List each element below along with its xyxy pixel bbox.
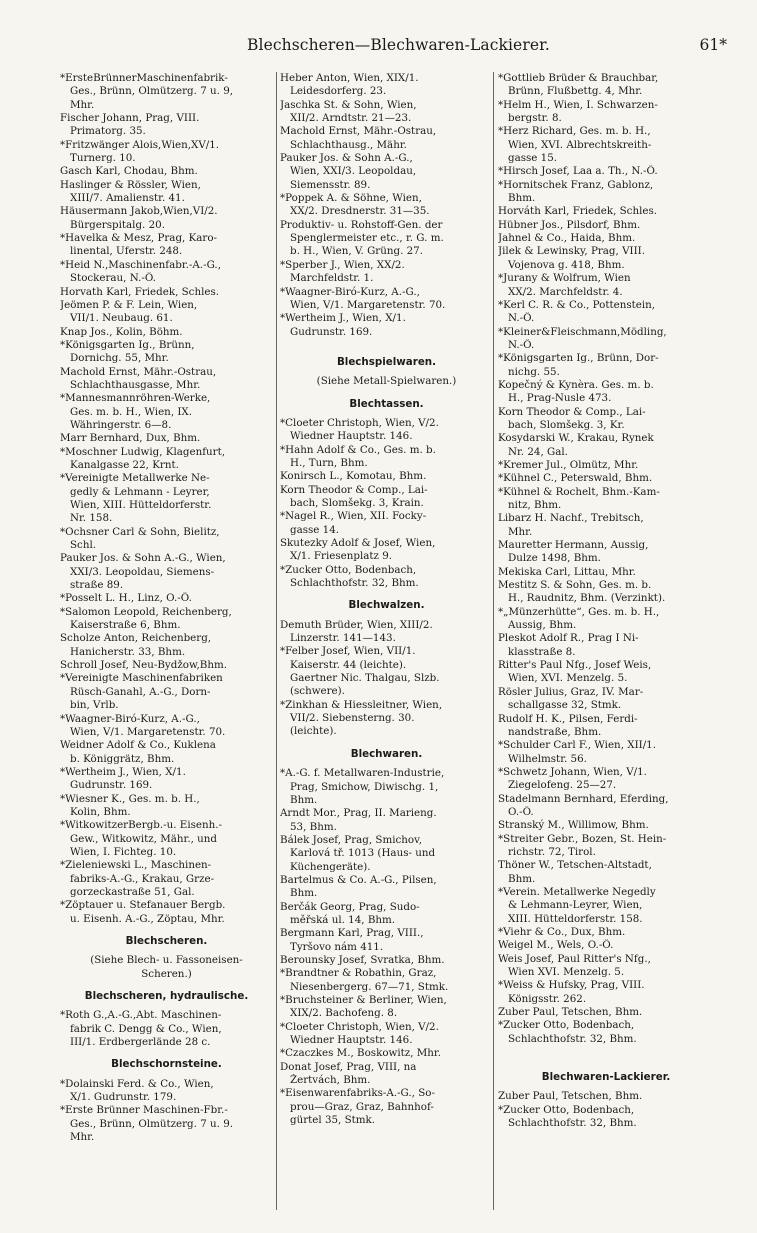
entry-continuation: u. Eisenh. A.-G., Zöptau, Mhr. — [70, 912, 225, 925]
directory-entry: Stadelmann Bernhard, Eferding, — [498, 792, 669, 805]
entry-continuation: O.-Ö. — [508, 805, 534, 818]
directory-entry: Mekiska Carl, Littau, Mhr. — [498, 565, 636, 578]
directory-entry: Fischer Johann, Prag, VIII. — [60, 112, 200, 125]
directory-entry: *Kleiner&Fleischmann,Mödling, — [498, 325, 667, 338]
directory-entry: Korn Theodor & Comp., Lai- — [498, 405, 646, 418]
entry-continuation: Schlachthofstr. 32, Bhm. — [290, 577, 419, 590]
section-heading: Blechwalzen. — [348, 599, 425, 612]
directory-entry: Ritter's Paul Nfg., Josef Weis, — [498, 659, 652, 672]
directory-entry: *Zucker Otto, Bodenbach, — [498, 1019, 635, 1032]
directory-entry: *Vereinigte Maschinenfabriken — [60, 672, 223, 685]
entry-continuation: Wien, XXI/3. Leopoldau, — [290, 165, 417, 178]
directory-entry: Produktiv- u. Rohstoff-Gen. der — [280, 218, 443, 231]
entry-continuation: Siemensstr. 89. — [290, 178, 371, 191]
directory-entry: Weigel M., Wels, O.-Ö. — [498, 939, 614, 952]
entry-continuation: Kaiserstr. 44 (leichte). — [290, 658, 407, 671]
directory-entry: *Wertheim J., Wien, X/1. — [60, 765, 186, 778]
directory-entry: *Schulder Carl F., Wien, XII/1. — [498, 739, 656, 752]
directory-entry: *Wertheim J., Wien, X/1. — [280, 312, 406, 325]
directory-entry: *Gottlieb Brüder & Brauchbar, — [498, 72, 659, 84]
entry-continuation: Wien, I. Fichteg. 10. — [70, 845, 177, 858]
page-number: 61* — [699, 36, 727, 54]
entry-continuation: bach, Slomšekg. 3, Krain. — [290, 496, 424, 509]
entry-continuation: gedly & Lehmann - Leyrer, — [70, 485, 210, 498]
cross-reference: (Siehe Metall-Spielwaren.) — [316, 375, 457, 388]
entry-continuation: gorzeckastraße 51, Gal. — [70, 885, 195, 898]
directory-entry: Häusermann Jakob,Wien,VI/2. — [60, 205, 218, 218]
directory-entry: Kosydarski W., Krakau, Rynek — [498, 432, 654, 445]
directory-entry: *Zucker Otto, Bodenbach, — [280, 563, 417, 576]
directory-entry: Korn Theodor & Comp., Lai- — [280, 483, 428, 496]
entry-continuation: bergstr. 8. — [508, 112, 562, 125]
entry-continuation: H., Prag-Nusle 473. — [508, 392, 612, 405]
directory-entry: Schroll Josef, Neu-Bydžow,Bhm. — [60, 659, 228, 672]
entry-continuation: Ges., Brünn, Olmützerg. 7 u. 9, — [70, 85, 234, 98]
directory-entry: Scholze Anton, Reichenberg, — [60, 632, 212, 645]
entry-continuation: fabrik C. Dengg & Co., Wien, — [70, 1022, 222, 1035]
entry-continuation: H., Raudnitz, Bhm. (Verzinkt). — [508, 592, 666, 605]
directory-entry: Machold Ernst, Mähr.-Ostrau, — [280, 125, 437, 138]
entry-continuation: Bhm. — [290, 887, 318, 900]
directory-entry: Jahnel & Co., Haida, Bhm. — [498, 232, 636, 245]
directory-entry: *Havelka & Mesz, Prag, Karo- — [60, 232, 218, 245]
entry-continuation: Karlová tř. 1013 (Haus- und — [290, 847, 436, 860]
directory-entry: *Bruchsteiner & Berliner, Wien, — [280, 994, 447, 1006]
directory-entry: Libarz H. Nachf., Trebitsch, — [498, 512, 644, 525]
directory-entry: *Herz Richard, Ges. m. b. H., — [498, 125, 651, 138]
entry-continuation: XX/2. Marchfeldstr. 4. — [508, 285, 623, 298]
entry-continuation: Wien, V/1. Margaretenstr. 70. — [70, 725, 226, 738]
column-divider — [493, 72, 494, 1210]
directory-entry: *Kühnel C., Peterswald, Bhm. — [498, 472, 653, 485]
cross-reference: Scheren.) — [141, 967, 192, 980]
entry-continuation: Wien, XIII. Hütteldorferstr. — [70, 499, 212, 511]
entry-continuation: nitz, Bhm. — [508, 499, 562, 511]
entry-continuation: Brünn, Flußbettg. 4, Mhr. — [508, 85, 643, 98]
entry-continuation: Währingerstr. 6—8. — [70, 418, 172, 431]
directory-entry: Horváth Karl, Friedek, Schles. — [498, 205, 658, 218]
directory-entry: *Roth G.,A.-G.,Abt. Maschinen- — [60, 1009, 222, 1022]
entry-continuation: XX/2. Dresdnerstr. 31—35. — [290, 205, 430, 218]
directory-entry: Donat Josef, Prag, VIII, na — [280, 1060, 417, 1073]
entry-continuation: VII/2. Siebensterng. 30. — [290, 712, 415, 725]
entry-continuation: Dornichg. 55, Mhr. — [70, 352, 169, 365]
directory-entry: *Zieleniewski L., Maschinen- — [60, 859, 212, 872]
directory-entry: Arndt Mor., Prag, II. Marieng. — [280, 807, 437, 820]
directory-entry: Jeömen P. & F. Lein, Wien, — [60, 298, 198, 311]
entry-continuation: Bhm. — [290, 793, 318, 806]
directory-entry: Pauker Jos. & Sohn A.-G., — [280, 152, 413, 165]
entry-continuation: VII/1. Neubaug. 61. — [70, 312, 173, 325]
entry-continuation: gürtel 35, Stmk. — [290, 1114, 376, 1127]
entry-continuation: Wien, V/1. Margaretenstr. 70. — [290, 298, 446, 311]
entry-continuation: Žertvách, Bhm. — [290, 1074, 371, 1087]
entry-continuation: XIII. Hütteldorferstr. 158. — [508, 912, 643, 925]
column-divider — [276, 72, 277, 1210]
entry-continuation: & Lehmann-Leyrer, Wien, — [508, 899, 643, 912]
directory-entry: *Kühnel & Rochelt, Bhm.-Kam- — [498, 485, 660, 498]
directory-entry: *Viehr & Co., Dux, Bhm. — [498, 926, 626, 938]
entry-continuation: Dulze 1498, Bhm. — [508, 552, 601, 565]
entry-continuation: Wien XVI. Menzelg. 5. — [508, 966, 625, 979]
directory-entry: Berounsky Josef, Svratka, Bhm. — [280, 953, 445, 966]
entry-continuation: b. H., Wien, V. Grüng. 27. — [290, 245, 424, 258]
entry-continuation: 53, Bhm. — [290, 820, 337, 833]
entry-continuation: Mhr. — [508, 525, 533, 538]
entry-continuation: N.-Ö. — [508, 312, 535, 325]
directory-entry: *Posselt L. H., Linz, O.-Ö. — [60, 592, 192, 605]
entry-continuation: Tyršovo nám 411. — [290, 940, 384, 953]
column-1 — [60, 72, 273, 1144]
directory-entry: *Felber Josef, Wien, VII/1. — [280, 645, 416, 658]
directory-entry: *Kremer Jul., Olmütz, Mhr. — [498, 458, 639, 471]
directory-entry: Skutezky Adolf & Josef, Wien, — [280, 537, 436, 549]
entry-continuation: Nr. 158. — [70, 512, 113, 525]
directory-entry: *Vereinigte Metallwerke Ne- — [60, 472, 210, 485]
directory-entry: *Moschner Ludwig, Klagenfurt, — [60, 445, 226, 458]
directory-entry: *Mannesmannröhren-Werke, — [60, 392, 211, 405]
entry-continuation: Ziegelofeng. 25—27. — [508, 779, 617, 792]
directory-entry: *Czaczkes M., Boskowitz, Mhr. — [280, 1047, 441, 1060]
entry-continuation: Primatorg. 35. — [70, 125, 146, 138]
directory-entry: *Königsgarten Ig., Brünn, Dor- — [498, 352, 659, 365]
entry-continuation: měřská ul. 14, Bhm. — [290, 913, 396, 926]
cross-reference: (Siehe Blech- u. Fassoneisen- — [90, 954, 243, 967]
directory-entry: Machold Ernst, Mähr.-Ostrau, — [60, 365, 217, 378]
directory-entry: Jaschka St. & Sohn, Wien, — [280, 98, 417, 111]
entry-continuation: Wilhelmstr. 56. — [508, 752, 587, 765]
spacer — [280, 339, 493, 347]
directory-entry: Zuber Paul, Tetschen, Bhm. — [498, 1006, 643, 1019]
entry-continuation: Leidesdorferg. 23. — [290, 85, 387, 98]
entry-continuation: Bhm. — [508, 872, 536, 885]
entry-continuation: Schlachthofstr. 32, Bhm. — [508, 1117, 637, 1130]
directory-entry: *Nagel R., Wien, XII. Focky- — [280, 510, 427, 523]
entry-continuation: Wien, XVI. Albrechtskreith- — [508, 138, 652, 151]
entry-continuation: Rüsch-Ganahl, A.-G., Dorn- — [70, 685, 211, 698]
directory-entry: Heber Anton, Wien, XIX/1. — [280, 72, 419, 84]
entry-continuation: richstr. 72, Tirol. — [508, 845, 596, 858]
entry-continuation: Turnerg. 10. — [70, 152, 136, 165]
directory-entry: *Fritzwänger Alois,Wien,XV/1. — [60, 138, 220, 151]
entry-continuation: Prag, Smichow, Diwischg. 1, — [290, 780, 439, 793]
directory-entry: Mauretter Hermann, Aussig, — [498, 539, 649, 552]
entry-continuation: gasse 15. — [508, 152, 558, 165]
entry-continuation: (schwere). — [290, 685, 345, 698]
directory-entry: *ErsteBrünnerMaschinenfabrik- — [60, 72, 228, 84]
directory-entry: *Waagner-Biró-Kurz, A.-G., — [60, 712, 200, 725]
entry-continuation: Schlachthausgasse, Mhr. — [70, 378, 201, 391]
directory-entry: *Cloeter Christoph, Wien, V/2. — [280, 1020, 439, 1033]
entry-continuation: Schlachthofstr. 32, Bhm. — [508, 1032, 637, 1045]
column-3 — [498, 72, 714, 1130]
entry-continuation: Küchengeräte). — [290, 860, 371, 873]
directory-entry: *Cloeter Christoph, Wien, V/2. — [280, 416, 439, 429]
entry-continuation: Schl. — [70, 539, 97, 552]
entry-continuation: Gudrunstr. 169. — [70, 779, 153, 792]
entry-continuation: Linzerstr. 141—143. — [290, 632, 396, 645]
entry-continuation: XIX/2. Bachofeng. 8. — [290, 1007, 398, 1020]
entry-continuation: Königsstr. 262. — [508, 992, 587, 1005]
entry-continuation: Marchfeldstr. 1. — [290, 272, 374, 285]
directory-entry: Rudolf H. K., Pilsen, Ferdi- — [498, 712, 638, 725]
entry-continuation: Kaiserstraße 6, Bhm. — [70, 619, 181, 632]
entry-continuation: linental, Uferstr. 248. — [70, 245, 183, 258]
entry-continuation: Wiedner Hauptstr. 146. — [290, 430, 413, 443]
directory-entry: Stranský M., Willimow, Bhm. — [498, 819, 649, 832]
entry-continuation: X/1. Friesenplatz 9. — [290, 550, 393, 563]
directory-entry: *Schwetz Johann, Wien, V/1. — [498, 765, 647, 778]
entry-continuation: Kanalgasse 22, Krnt. — [70, 458, 179, 471]
directory-entry: Bartelmus & Co. A.-G., Pilsen, — [280, 873, 437, 886]
directory-entry: *WitkowitzerBergb.-u. Eisenh.- — [60, 819, 223, 832]
entry-continuation: Gudrunstr. 169. — [290, 325, 373, 338]
entry-continuation: Bhm. — [508, 192, 536, 205]
entry-continuation: III/1. Erdbergerlände 28 c. — [70, 1036, 211, 1049]
directory-entry: *Dolainski Ferd. & Co., Wien, — [60, 1077, 214, 1090]
directory-entry: Marr Bernhard, Dux, Bhm. — [60, 432, 201, 445]
directory-entry: *Erste Brünner Maschinen-Fbr.- — [60, 1104, 228, 1117]
directory-entry: Demuth Brüder, Wien, XIII/2. — [280, 618, 433, 631]
entry-continuation: klasstraße 8. — [508, 645, 576, 658]
directory-entry: Jilek & Lewinsky, Prag, VIII. — [498, 245, 645, 258]
entry-continuation: gasse 14. — [290, 523, 340, 536]
directory-entry: Zuber Paul, Tetschen, Bhm. — [498, 1090, 643, 1103]
spacer — [498, 1046, 714, 1054]
directory-entry: *Zöptauer u. Stefanauer Bergb. — [60, 899, 226, 912]
directory-entry: Weidner Adolf & Co., Kuklena — [60, 739, 216, 752]
section-heading: Blechschornsteine. — [111, 1058, 222, 1071]
entry-continuation: Aussig, Bhm. — [508, 619, 577, 632]
directory-entry: Bergmann Karl, Prag, VIII., — [280, 927, 424, 940]
entry-continuation: Niesenbergerg. 67—71, Stmk. — [290, 980, 449, 993]
entry-continuation: Ges. m. b. H., Wien, IX. — [70, 405, 193, 418]
directory-entry: Pleskot Adolf R., Prag I Ni- — [498, 632, 639, 645]
directory-entry: *Waagner-Biró-Kurz, A.-G., — [280, 285, 420, 298]
entry-continuation: nichg. 55. — [508, 365, 560, 378]
directory-entry: Knap Jos., Kolin, Böhm. — [60, 325, 183, 338]
entry-continuation: H., Turn, Bhm. — [290, 456, 368, 469]
entry-continuation: fabriks-A.-G., Krakau, Grze- — [70, 872, 215, 885]
directory-entry: *Wiesner K., Ges. m. b. H., — [60, 792, 200, 805]
directory-entry: Bálek Josef, Prag, Smichov, — [280, 833, 423, 846]
entry-continuation: Mhr. — [70, 98, 95, 111]
section-heading: Blechscheren, hydraulische. — [84, 990, 249, 1003]
entry-continuation: Wien, XVI. Menzelg. 5. — [508, 672, 628, 685]
directory-entry: *Kerl C. R. & Co., Pottenstein, — [498, 298, 656, 311]
entry-continuation: bach, Slomšekg. 3, Kr. — [508, 418, 625, 431]
entry-continuation: Gew., Witkowitz, Mähr., und — [70, 832, 217, 845]
directory-entry: *Salomon Leopold, Reichenberg, — [60, 605, 232, 618]
spacer — [498, 1054, 714, 1062]
directory-entry: Haslinger & Rössler, Wien, — [60, 178, 201, 191]
directory-entry: Horvath Karl, Friedek, Schles. — [60, 285, 220, 298]
directory-entry: *Zinkhan & Hiessleitner, Wien, — [280, 698, 443, 711]
section-heading: Blechspielwaren. — [336, 355, 437, 368]
directory-entry: Mestitz S. & Sohn, Ges. m. b. — [498, 579, 652, 592]
entry-continuation: Schlachthausg., Mähr. — [290, 138, 407, 151]
entry-continuation: X/1. Gudrunstr. 179. — [70, 1091, 177, 1104]
entry-continuation: Gaertner Nic. Thalgau, Slzb. — [290, 672, 440, 685]
entry-continuation: Kolin, Bhm. — [70, 805, 131, 818]
directory-entry: Hübner Jos., Pilsdorf, Bhm. — [498, 218, 641, 231]
entry-continuation: Bürgerspitalg. 20. — [70, 218, 165, 231]
entry-continuation: Spenglermeister etc., r. G. m. — [290, 232, 444, 245]
directory-entry: *Weiss & Hufsky, Prag, VIII. — [498, 979, 645, 992]
entry-continuation: XXI/3. Leopoldau, Siemens- — [70, 565, 215, 578]
entry-continuation: Hanicherstr. 33, Bhm. — [70, 645, 186, 658]
directory-entry: *Zucker Otto, Bodenbach, — [498, 1103, 635, 1116]
entry-continuation: N.-Ö. — [508, 338, 535, 351]
directory-entry: Pauker Jos. & Sohn A.-G., Wien, — [60, 552, 226, 565]
entry-continuation: Stockerau, N.-Ö. — [70, 272, 156, 285]
directory-entry: *„Münzerhütte“, Ges. m. b. H., — [498, 605, 660, 618]
entry-continuation: Vojenova g. 418, Bhm. — [508, 258, 625, 271]
column-2 — [280, 72, 493, 1127]
section-heading: Blechtassen. — [349, 397, 424, 410]
directory-entry: Weis Josef, Paul Ritter's Nfg., — [498, 952, 651, 965]
entry-continuation: b. Königgrätz, Bhm. — [70, 752, 175, 765]
directory-entry: *Poppek A. & Söhne, Wien, — [280, 192, 422, 205]
entry-continuation: Ges., Brünn, Olmützerg. 7 u. 9. — [70, 1117, 234, 1130]
directory-entry: Kopečný & Kynèra. Ges. m. b. — [498, 378, 654, 391]
directory-entry: *Helm H., Wien, I. Schwarzen- — [498, 98, 658, 111]
section-heading: Blechscheren. — [125, 935, 208, 947]
directory-entry: *Hornitschek Franz, Gablonz, — [498, 178, 654, 191]
directory-entry: *Hirsch Josef, Laa a. Th., N.-Ö. — [498, 165, 658, 178]
directory-entry: *A.-G. f. Metallwaren-Industrie, — [280, 767, 445, 780]
directory-entry: *Jurany & Wolfrum, Wien — [498, 272, 631, 285]
entry-continuation: Mhr. — [70, 1131, 95, 1144]
directory-entry: *Heid N.,Maschinenfabr.-A.-G., — [60, 258, 221, 271]
page-title: Blechscheren—Blechwaren-Lackierer. — [247, 36, 550, 54]
directory-entry: Rösler Julius, Graz, IV. Mar- — [498, 685, 644, 698]
entry-continuation: Wiedner Hauptstr. 146. — [290, 1034, 413, 1047]
directory-entry: *Hahn Adolf & Co., Ges. m. b. — [280, 443, 436, 456]
directory-entry: *Brandtner & Robathin, Graz, — [280, 967, 437, 980]
entry-continuation: schallgasse 32, Stmk. — [508, 699, 622, 712]
directory-entry: Konirsch L., Komotau, Bhm. — [280, 470, 427, 483]
directory-entry: *Sperber J., Wien, XX/2. — [280, 258, 405, 271]
directory-entry: *Ochsner Carl & Sohn, Bielitz, — [60, 525, 220, 538]
entry-continuation: Nr. 24, Gal. — [508, 445, 568, 458]
entry-continuation: XIII/7. Amalienstr. 41. — [70, 192, 185, 205]
directory-entry: Berčák Georg, Prag, Sudo- — [280, 900, 420, 913]
entry-continuation: bin, Vrlb. — [70, 699, 119, 712]
directory-entry: *Königsgarten Ig., Brünn, — [60, 338, 195, 351]
entry-continuation: (leichte). — [290, 725, 337, 738]
entry-continuation: prou—Graz, Graz, Bahnhof- — [290, 1100, 434, 1113]
section-heading: Blechwaren-Lackierer. — [541, 1071, 671, 1084]
directory-entry: Thöner W., Tetschen-Altstadt, — [498, 859, 652, 872]
directory-entry: *Verein. Metallwerke Negedly — [498, 885, 656, 898]
directory-entry: *Eisenwarenfabriks-A.-G., So- — [280, 1087, 435, 1100]
directory-entry: Gasch Karl, Chodau, Bhm. — [60, 165, 198, 178]
page-header — [64, 36, 733, 62]
entry-continuation: straße 89. — [70, 579, 124, 592]
section-heading: Blechwaren. — [350, 747, 423, 760]
entry-continuation: nandstraße, Bhm. — [508, 725, 602, 738]
directory-entry: *Streiter Gebr., Bozen, St. Hein- — [498, 832, 667, 845]
entry-continuation: XII/2. Arndtstr. 21—23. — [290, 112, 412, 125]
